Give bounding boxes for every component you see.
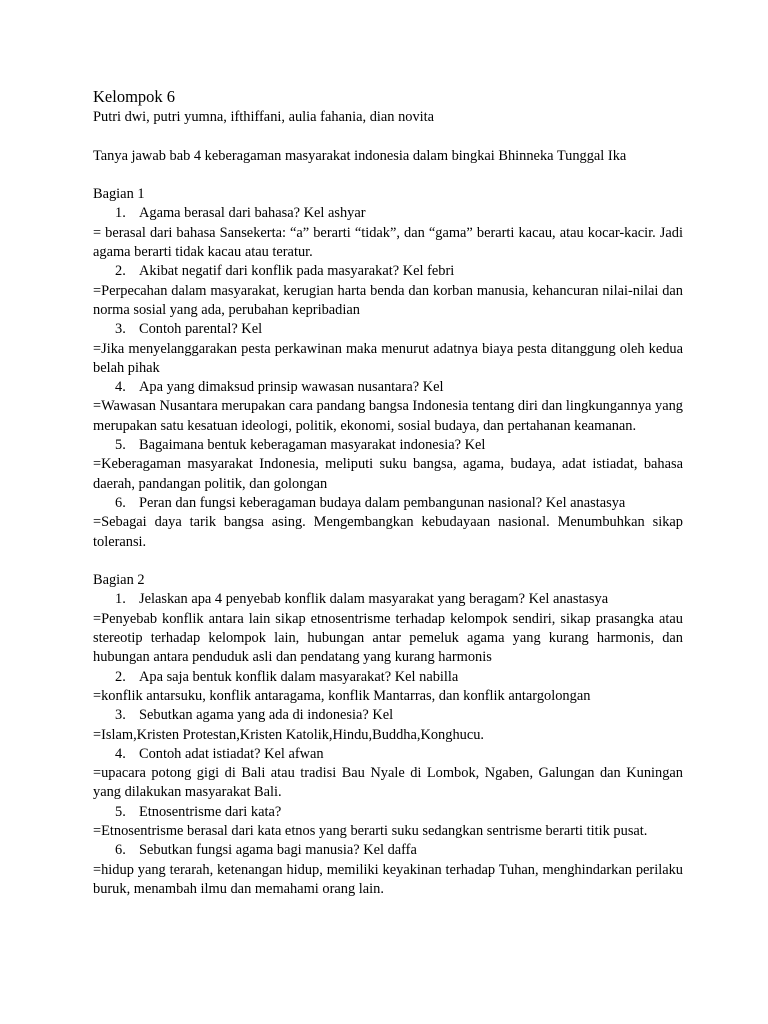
question-text: Jelaskan apa 4 penyebab konflik dalam masyarakat yang beragam? Kel anastasya	[139, 591, 609, 608]
member-list: Putri dwi, putri yumna, ifthiffani, aulia fahania, dian novita	[93, 109, 435, 125]
question-item	[93, 706, 683, 725]
question-number: 5.	[115, 803, 126, 820]
question-text: Peran dan fungsi keberagaman budaya dalam pembangunan nasional? Kel anastasya	[139, 494, 626, 511]
question-number: 1.	[115, 591, 126, 608]
question-number: 4.	[115, 379, 126, 396]
question-number: 1.	[115, 205, 126, 222]
question-item	[93, 436, 683, 455]
section-heading: Bagian 1	[93, 186, 145, 203]
question-number: 6.	[115, 842, 126, 859]
question-item	[93, 841, 683, 860]
question-item	[93, 745, 683, 764]
question-number: 3.	[115, 321, 126, 338]
question-item	[93, 204, 683, 223]
answer-text: =Jika menyelanggarakan pesta perkawinan maka menurut adatnya biaya pesta ditanggung oleh kedua belah pihak	[93, 340, 683, 376]
answer-text: =Wawasan Nusantara merupakan cara pandang bangsa Indonesia tentang diri dan lingkungannya yang merupakan satu kesatuan ideologi, politik, ekonomi, sosial budaya, dan pertahanan keamanan.	[93, 398, 683, 434]
answer-text: =Islam,Kristen Protestan,Kristen Katolik,Hindu,Buddha,Konghucu.	[93, 726, 485, 743]
question-text: Contoh parental? Kel	[139, 321, 263, 338]
document-subtitle: Tanya jawab bab 4 keberagaman masyarakat indonesia dalam bingkai Bhinneka Tunggal Ika	[93, 147, 627, 164]
section-2	[93, 571, 683, 899]
question-number: 5.	[115, 437, 126, 454]
question-number: 4.	[115, 745, 126, 762]
spacer	[93, 552, 683, 571]
question-number: 2.	[115, 263, 126, 280]
question-text: Contoh adat istiadat? Kel afwan	[139, 745, 324, 762]
section-heading: Bagian 2	[93, 572, 145, 589]
answer-text: =Sebagai daya tarik bangsa asing. Mengembangkan kebudayaan nasional. Menumbuhkan sikap toleransi.	[93, 514, 683, 550]
question-number: 3.	[115, 707, 126, 724]
spacer	[93, 166, 683, 185]
question-item	[93, 668, 683, 687]
answer-text: =hidup yang terarah, ketenangan hidup, memiliki keyakinan terhadap Tuhan, menghindarkan perilaku buruk, menambah ilmu dan memahami orang lain.	[93, 861, 683, 897]
answer-text: =Keberagaman masyarakat Indonesia, meliputi suku bangsa, agama, budaya, adat istiadat, bahasa daerah, pandangan politik, dan golongan	[93, 456, 683, 492]
question-text: Akibat negatif dari konflik pada masyarakat? Kel febri	[139, 263, 455, 280]
question-item	[93, 320, 683, 339]
answer-text: = berasal dari bahasa Sansekerta: “a” berarti “tidak”, dan “gama” berarti kacau, atau kocar-kacir. Jadi agama berarti tidak kacau atau teratur.	[93, 224, 683, 261]
document-page	[93, 86, 683, 899]
document-title: Kelompok 6	[93, 87, 176, 106]
question-text: Agama berasal dari bahasa? Kel ashyar	[139, 205, 366, 222]
question-number: 2.	[115, 668, 126, 685]
answer-text: =Perpecahan dalam masyarakat, kerugian harta benda dan korban manusia, kehancuran nilai-nilai dan norma sosial yang ada, perubahan kepribadian	[93, 282, 683, 318]
question-text: Sebutkan agama yang ada di indonesia? Kel	[139, 707, 394, 724]
question-item	[93, 803, 683, 822]
question-number: 6.	[115, 494, 126, 511]
spacer	[93, 127, 683, 146]
sections-container	[93, 185, 683, 899]
question-item	[93, 378, 683, 397]
question-text: Etnosentrisme dari kata?	[139, 803, 282, 820]
question-item	[93, 590, 683, 609]
question-text: Sebutkan fungsi agama bagi manusia? Kel daffa	[139, 842, 417, 859]
answer-text: =upacara potong gigi di Bali atau tradisi Bau Nyale di Lombok, Ngaben, Galungan dan Kuningan yang dilakukan masyarakat Bali.	[93, 765, 683, 801]
question-text: Apa yang dimaksud prinsip wawasan nusantara? Kel	[139, 379, 444, 396]
question-text: Apa saja bentuk konflik dalam masyarakat? Kel nabilla	[139, 668, 459, 685]
question-text: Bagaimana bentuk keberagaman masyarakat indonesia? Kel	[139, 437, 486, 454]
answer-text: =Etnosentrisme berasal dari kata etnos yang berarti suku sedangkan sentrisme berarti titik pusat.	[93, 822, 648, 839]
answer-text: =konflik antarsuku, konflik antaragama, konflik Mantarras, dan konflik antargolongan	[93, 687, 591, 704]
question-item	[93, 494, 683, 513]
section-1	[93, 185, 683, 552]
question-item	[93, 262, 683, 281]
answer-text: =Penyebab konflik antara lain sikap etnosentrisme terhadap kelompok sendiri, sikap prasangka atau stereotip terhadap kelompok lain, hubungan antar pemeluk agama yang kurang harmonis, dan hubungan antara penduduk asli dan pendatang yang kurang harmonis	[93, 610, 683, 666]
